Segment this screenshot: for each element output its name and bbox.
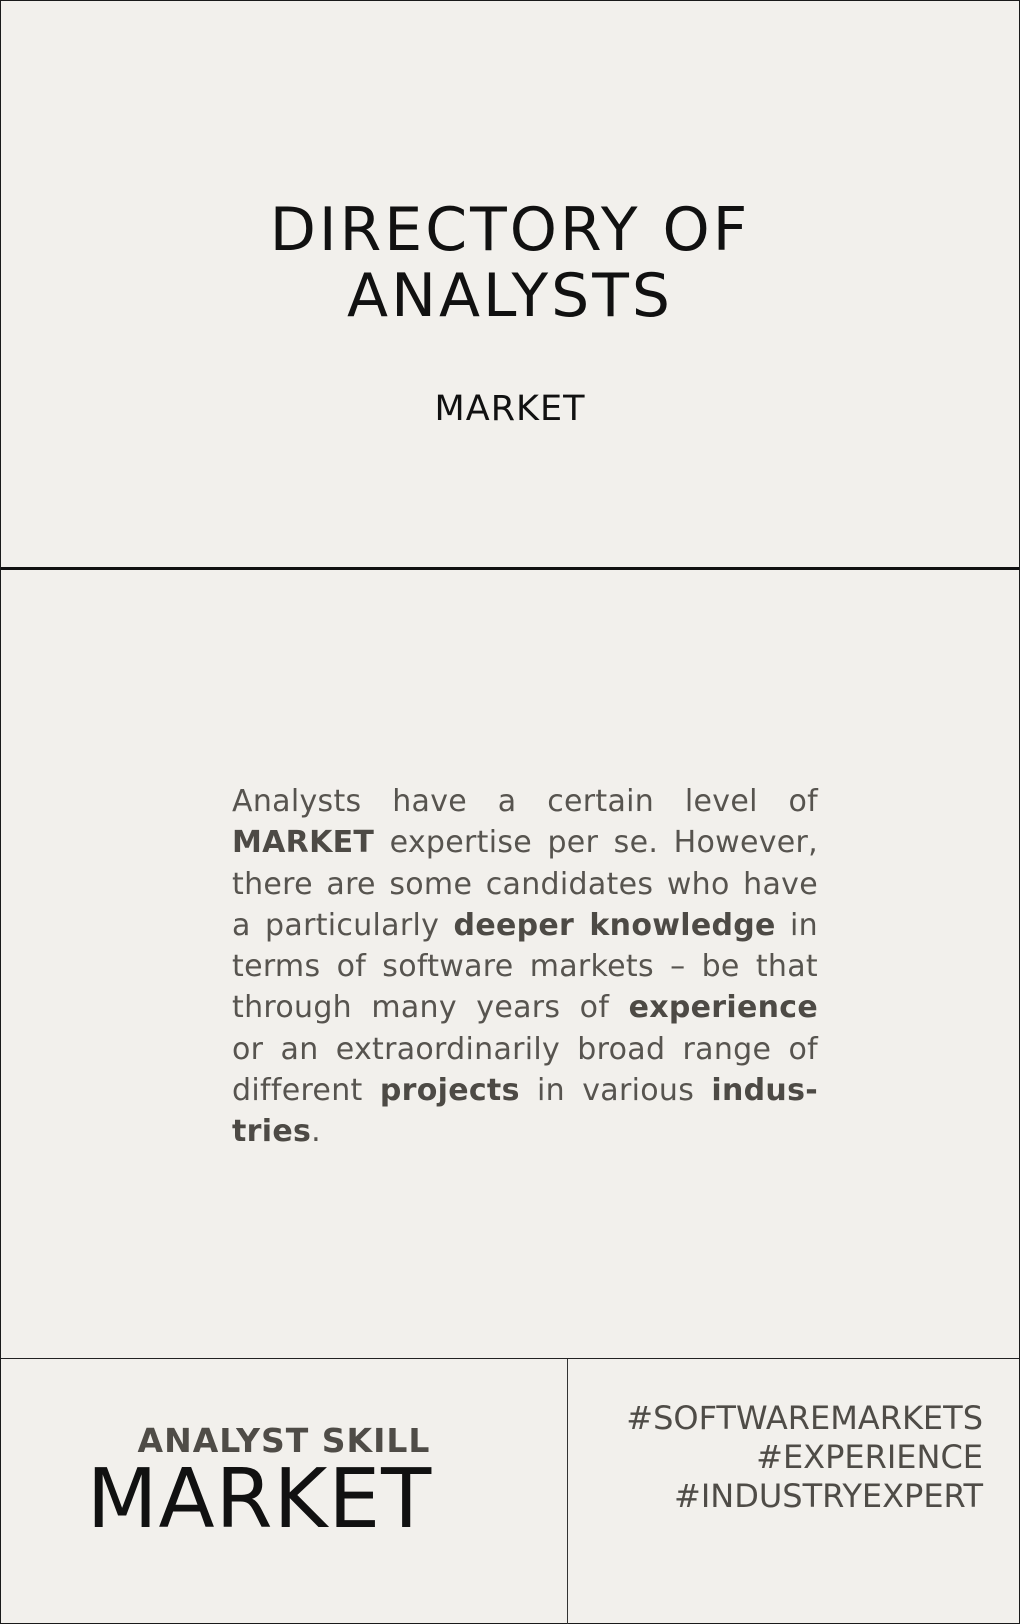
footer-section [1,1358,1019,1624]
body-bold-industries: indus-tries [232,1073,818,1150]
body-text-3: in terms of software markets – be that through many years of [232,907,818,1026]
title-line-2: ANALYSTS [347,261,673,331]
header-section [1,1,1019,570]
hashtag-industry-expert: #INDUSTRYEXPERT [674,1477,983,1515]
body-bold-deeper-knowledge: deeper knowledge [453,907,776,943]
body-bold-projects: projects [379,1073,520,1109]
body-bold-experience: experience [628,990,818,1026]
page-subtitle: MARKET [434,389,586,429]
footer-divider [567,1359,568,1624]
hashtag-experience: #EXPERIENCE [756,1438,983,1476]
body-text-2: expertise per se. However, there are some candidates who have a particularly [232,825,818,943]
description-paragraph [232,781,818,1153]
body-text-6: . [311,1114,321,1150]
body-text-1: Analysts have a certain level of [232,784,818,819]
body-text-5: in various [519,1073,712,1109]
title-line-1: DIRECTORY OF [269,195,751,265]
hashtag-list [626,1399,983,1516]
skill-name: MARKET [86,1452,433,1547]
page-title [1,197,1019,329]
hashtag-software-markets: #SOFTWAREMARKETS [626,1399,983,1437]
body-bold-market: MARKET [232,825,375,861]
skill-label: ANALYST SKILL [137,1421,431,1460]
body-text-4: or an extraordinarily broad range of different [232,1031,818,1109]
